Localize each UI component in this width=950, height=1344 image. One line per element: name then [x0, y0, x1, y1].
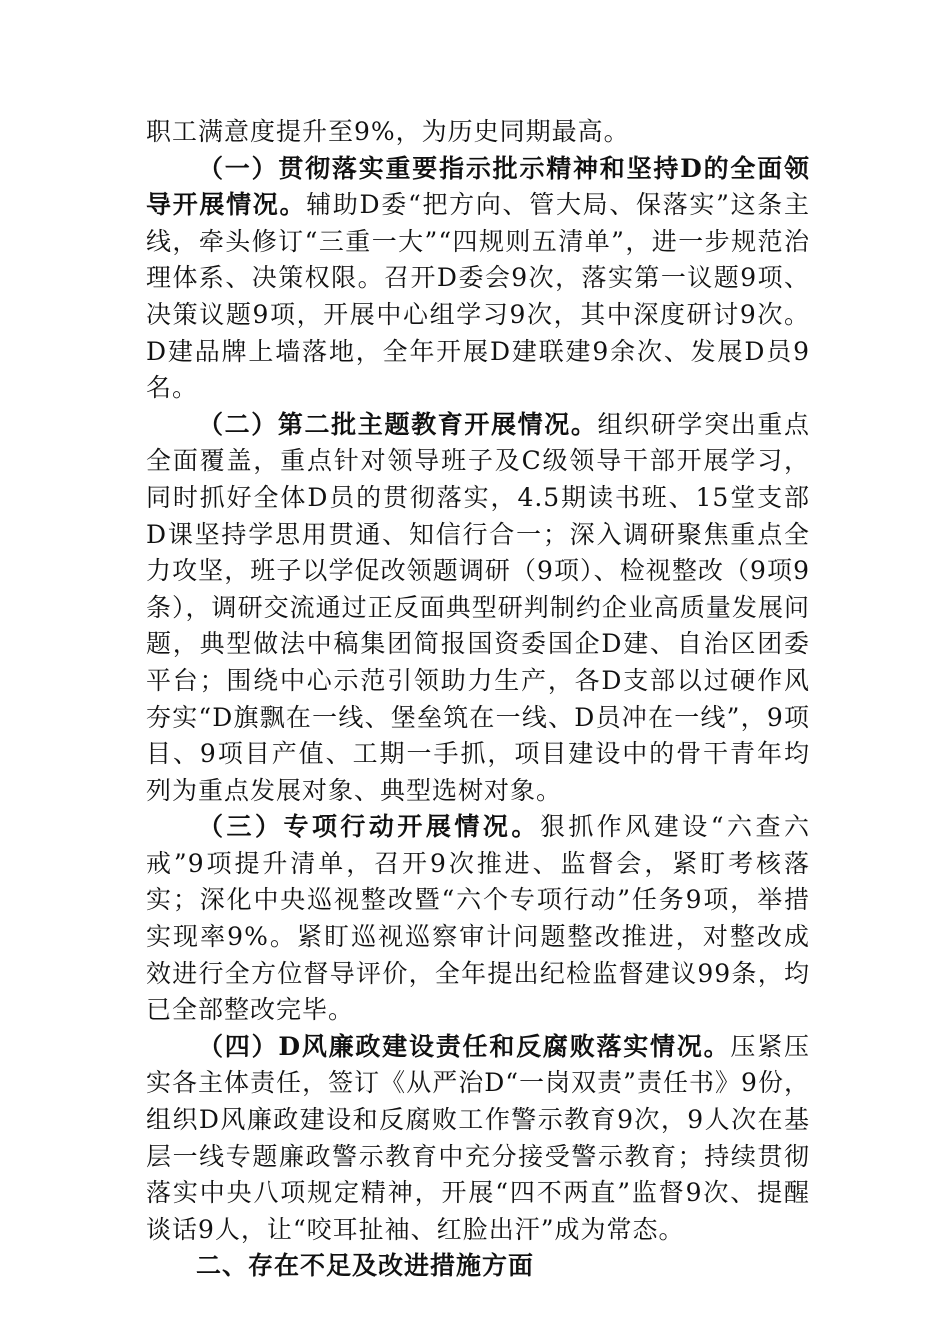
- section-2-heading: （二）第二批主题教育开展情况。: [198, 409, 598, 439]
- section-4-heading: （四）D风廉政建设责任和反腐败落实情况。: [198, 1031, 731, 1061]
- section-1-heading: （一）贯彻落实重要指示批示精神和坚持D的全面领导开展情况。: [146, 153, 810, 220]
- section-1-paragraph: [146, 151, 810, 407]
- section-3-paragraph: [146, 809, 810, 1029]
- section-2-body: 组织研学突出重点全面覆盖，重点针对领导班子及C级领导干部开展学习，同时抓好全体D员的贯彻落实，4.5期读书班、15堂支部D课坚持学思用贯通、知信行合一；深入调研聚焦重点全力攻坚，班子以学促改领题调研（9项）、检视整改（9项9条），调研交流通过正反面典型研判制约企业高质量发展问题，典型做法中稿集团简报国资委国企D建、自治区团委平台；围绕中心示范引领助力生产，各D支部以过硬作风夯实“D旗飘在一线、堡垒筑在一线、D员冲在一线”，9项目、9项目产值、工期一手抓，项目建设中的骨干青年均列为重点发展对象、典型选树对象。: [146, 409, 810, 805]
- section-4-body: 压紧压实各主体责任，签订《从严治D“一岗双责”责任书》9份，组织D风廉政建设和反腐败工作警示教育9次，9人次在基层一线专题廉政警示教育中充分接受警示教育；持续贯彻落实中央八项规定精神，开展“四不两直”监督9次、提醒谈话9人，让“咬耳扯袖、红脸出汗”成为常态。: [146, 1031, 810, 1244]
- part-two-heading: 二、存在不足及改进措施方面: [196, 1251, 535, 1281]
- section-2-paragraph: [146, 407, 810, 810]
- document-page: [146, 114, 810, 1285]
- section-3-heading: （三）专项行动开展情况。: [198, 812, 540, 842]
- intro-paragraph: 职工满意度提升至9%，为历史同期最高。: [146, 117, 630, 146]
- section-1-body: 辅助D委“把方向、管大局、保落实”这条主线，牵头修订“三重一大”“四规则五清单”，进一步规范治理体系、决策权限。召开D委会9次，落实第一议题9项、决策议题9项，开展中心组学习9次，其中深度研讨9次。D建品牌上墙落地，全年开展D建联建9余次、发展D员9名。: [146, 190, 810, 403]
- section-4-paragraph: [146, 1029, 810, 1249]
- section-3-body: 狠抓作风建设“六查六戒”9项提升清单，召开9次推进、监督会，紧盯考核落实；深化中央巡视整改暨“六个专项行动”任务9项，举措实现率9%。紧盯巡视巡察审计问题整改推进，对整改成效进行全方位督导评价，全年提出纪检监督建议99条，均已全部整改完毕。: [146, 812, 810, 1025]
